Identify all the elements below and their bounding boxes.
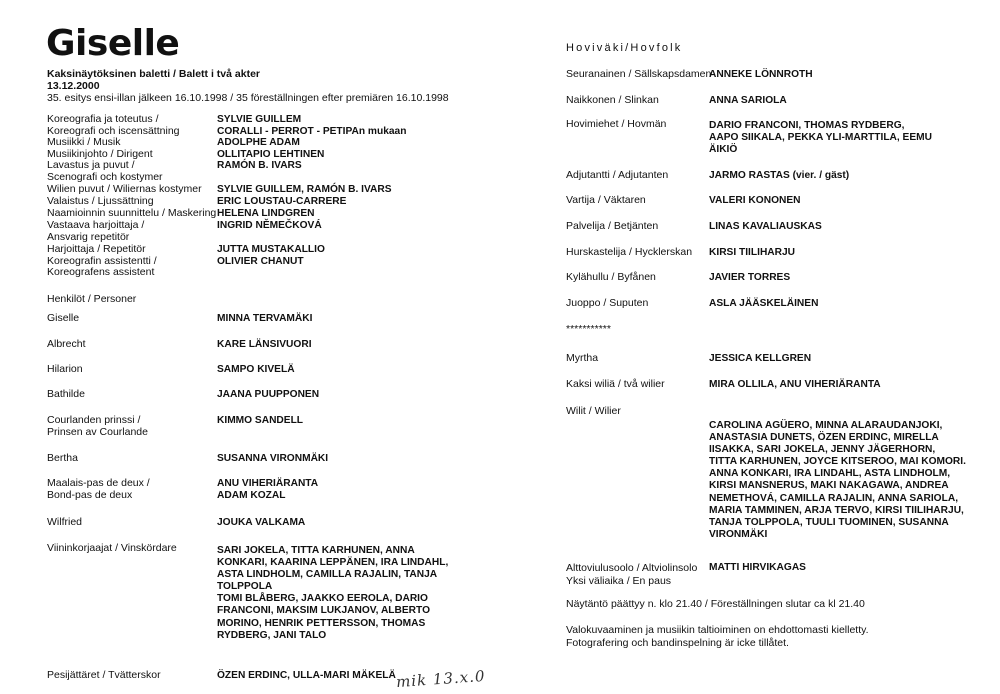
cast-role: Palvelija / Betjänten [566, 220, 659, 232]
cast-role: Alttoviulusoolo / Altviolinsolo Yksi väliaika / En paus [566, 562, 698, 587]
cast-role: Juoppo / Suputen [566, 297, 649, 309]
cast-name: SUSANNA VIRONMÄKI [217, 453, 329, 464]
cast-role: Maalais-pas de deux / Bond-pas de deux [47, 477, 150, 501]
credit-role: Harjoittaja / Repetitör Koreografin assistentti / Koreografens assistent [47, 243, 157, 278]
cast-name: KIRSI TIILIHARJU [709, 247, 796, 258]
credit-name: HELENA LINDGREN [217, 208, 315, 219]
cast-name: SARI JOKELA, TITTA KARHUNEN, ANNA KONKARI, KAARINA LEPPÄNEN, IRA LINDAHL, ASTA LINDHOLM, CAMILLA RAJALIN, TANJA TOLPPOLA TOMI BLÅBERG, JAAKKO EEROLA, DARIO FRANCONI, MAKSIM LUKJANOV, ALBERTO MORINO, HENRIK PETTERSSON, THOMAS RYDBERG, JANI TALO [217, 545, 449, 641]
credit-name: CORALLI - PERROT - PETIPAn mukaan [217, 125, 407, 137]
credit-name: SYLVIE GUILLEM, RAMÓN B. IVARS [217, 184, 392, 195]
cast-name: ANNEKE LÖNNROTH [709, 69, 813, 80]
cast-role: Hurskastelija / Hycklerskan [566, 246, 693, 258]
credit-name: ERIC LOUSTAU-CARRERE [217, 196, 347, 207]
cast-role: Hovimiehet / Hovmän [566, 118, 667, 130]
cast-name: JARMO RASTAS (vier. / gäst) [709, 170, 850, 181]
cast-name: DARIO FRANCONI, THOMAS RYDBERG, AAPO SIIKALA, PEKKA YLI-MARTTILA, EEMU ÄIKIÖ [709, 120, 932, 155]
cast-name: MIRA OLLILA, ANU VIHERIÄRANTA [709, 379, 881, 390]
cast-role: Kylähullu / Byfånen [566, 271, 656, 283]
cast-role: Naikkonen / Slinkan [566, 94, 659, 106]
cast-name: JESSICA KELLGREN [709, 353, 812, 364]
cast-name: CAROLINA AGÜERO, MINNA ALARAUDANJOKI, ANASTASIA DUNETS, ÖZEN ERDINC, MIRELLA IISAKKA, SARI JOKELA, JENNY JÄGERHORN, TITTA KARHUNEN, JOYCE KITSEROO, MAI KOMORI. ANNA KONKARI, IRA LINDAHL, ASTA LINDHOLM, KIRSI MANSNERUS, MAKI NAKAGAWA, ANDREA NEMETHOVÁ, CAMILLA RAJALIN, ANNA SARIOLA, MARIA TAMMINEN, ARJA TERVO, KIRSI TIILIHARJU, TANJA TOLPPOLA, TUULI TUOMINEN, SUSANNA VIRONMÄKI [709, 420, 966, 540]
cast-role: Hilarion [47, 363, 83, 375]
separator-stars: *********** [566, 323, 611, 335]
page-title: Giselle [46, 23, 180, 64]
end-time: Näytäntö päättyy n. klo 21.40 / Föreställningen slutar ca kl 21.40 [566, 598, 865, 610]
credit-name: INGRID NĚMEČKOVÁ [217, 220, 322, 231]
cast-name: MINNA TERVAMÄKI [217, 313, 313, 324]
performance-date: 13.12.2000 [47, 80, 100, 92]
performance-note: 35. esitys ensi-illan jälkeen 16.10.1998 / 35 föreställningen efter premiären 16.10.1998 [47, 92, 449, 104]
subtitle: Kaksinäytöksinen baletti / Balett i två akter [47, 68, 260, 80]
cast-name: ANNA SARIOLA [709, 95, 787, 106]
cast-name: VALERI KONONEN [709, 195, 801, 206]
cast-role: Seuranainen / Sällskapsdamen [566, 68, 712, 80]
cast-name: ASLA JÄÄSKELÄINEN [709, 298, 819, 309]
recording-notice: Valokuvaaminen ja musiikin taltioiminen on ehdottomasti kielletty. Fotografering och bandinspelning är icke tillåtet. [566, 624, 869, 649]
cast-name: LINAS KAVALIAUSKAS [709, 221, 822, 232]
credit-role: Naamioinnin suunnittelu / Maskering [47, 207, 217, 219]
handwritten-note: mik 13.x.0 [395, 666, 487, 692]
cast-name: ÖZEN ERDINC, ULLA-MARI MÄKELÄ [217, 670, 396, 681]
cast-name: JAVIER TORRES [709, 272, 791, 283]
cast-role: Courlanden prinssi / Prinsen av Courlande [47, 414, 148, 438]
credit-role: Lavastus ja puvut / Scenografi och kostymer [47, 159, 163, 183]
credit-role: Wilien puvut / Wiliernas kostymer [47, 183, 202, 195]
cast-role: Albrecht [47, 338, 86, 350]
cast-name: KARE LÄNSIVUORI [217, 339, 312, 350]
cast-role: Giselle [47, 312, 80, 324]
cast-role: Vartija / Väktaren [566, 194, 646, 206]
credit-name: OLLITAPIO LEHTINEN [217, 148, 325, 160]
credit-role: Valaistus / Ljussättning [47, 195, 154, 207]
cast-role: Wilfried [47, 516, 83, 528]
cast-name: JAANA PUUPPONEN [217, 389, 320, 400]
cast-name: KIMMO SANDELL [217, 415, 304, 426]
cast-role: Bertha [47, 452, 78, 464]
credit-name: JUTTA MUSTAKALLIO OLIVIER CHANUT [217, 244, 325, 267]
cast-role: Myrtha [566, 352, 599, 364]
credit-name: RAMÓN B. IVARS [217, 160, 302, 171]
cast-name: MATTI HIRVIKAGAS [709, 562, 806, 573]
cast-name: JOUKA VALKAMA [217, 517, 306, 528]
cast-role: Adjutantti / Adjutanten [566, 169, 669, 181]
cast-role: Viininkorjaajat / Vinskördare [47, 542, 177, 554]
court-heading: Hoviväki/Hovfolk [566, 42, 683, 54]
credit-role: Musiikki / Musik [47, 136, 121, 148]
credit-role: Vastaava harjoittaja / Ansvarig repetitör [47, 219, 145, 243]
cast-role: Pesijättäret / Tvätterskor [47, 669, 161, 681]
credit-role: Koreografi och iscensättning [47, 124, 180, 137]
cast-role: Wilit / Wilier [566, 405, 621, 417]
cast-role: Kaksi wiliä / två wilier [566, 378, 665, 390]
cast-name: SAMPO KIVELÄ [217, 364, 295, 375]
credit-name: ADOLPHE ADAM [217, 137, 300, 148]
credit-role: Koreografia ja toteutus / [47, 113, 159, 125]
credit-name: SYLVIE GUILLEM [217, 114, 302, 125]
cast-heading: Henkilöt / Personer [47, 293, 137, 305]
cast-role: Bathilde [47, 388, 85, 400]
credit-role: Musiikinjohto / Dirigent [47, 147, 153, 160]
cast-name: ANU VIHERIÄRANTA ADAM KOZAL [217, 478, 319, 501]
